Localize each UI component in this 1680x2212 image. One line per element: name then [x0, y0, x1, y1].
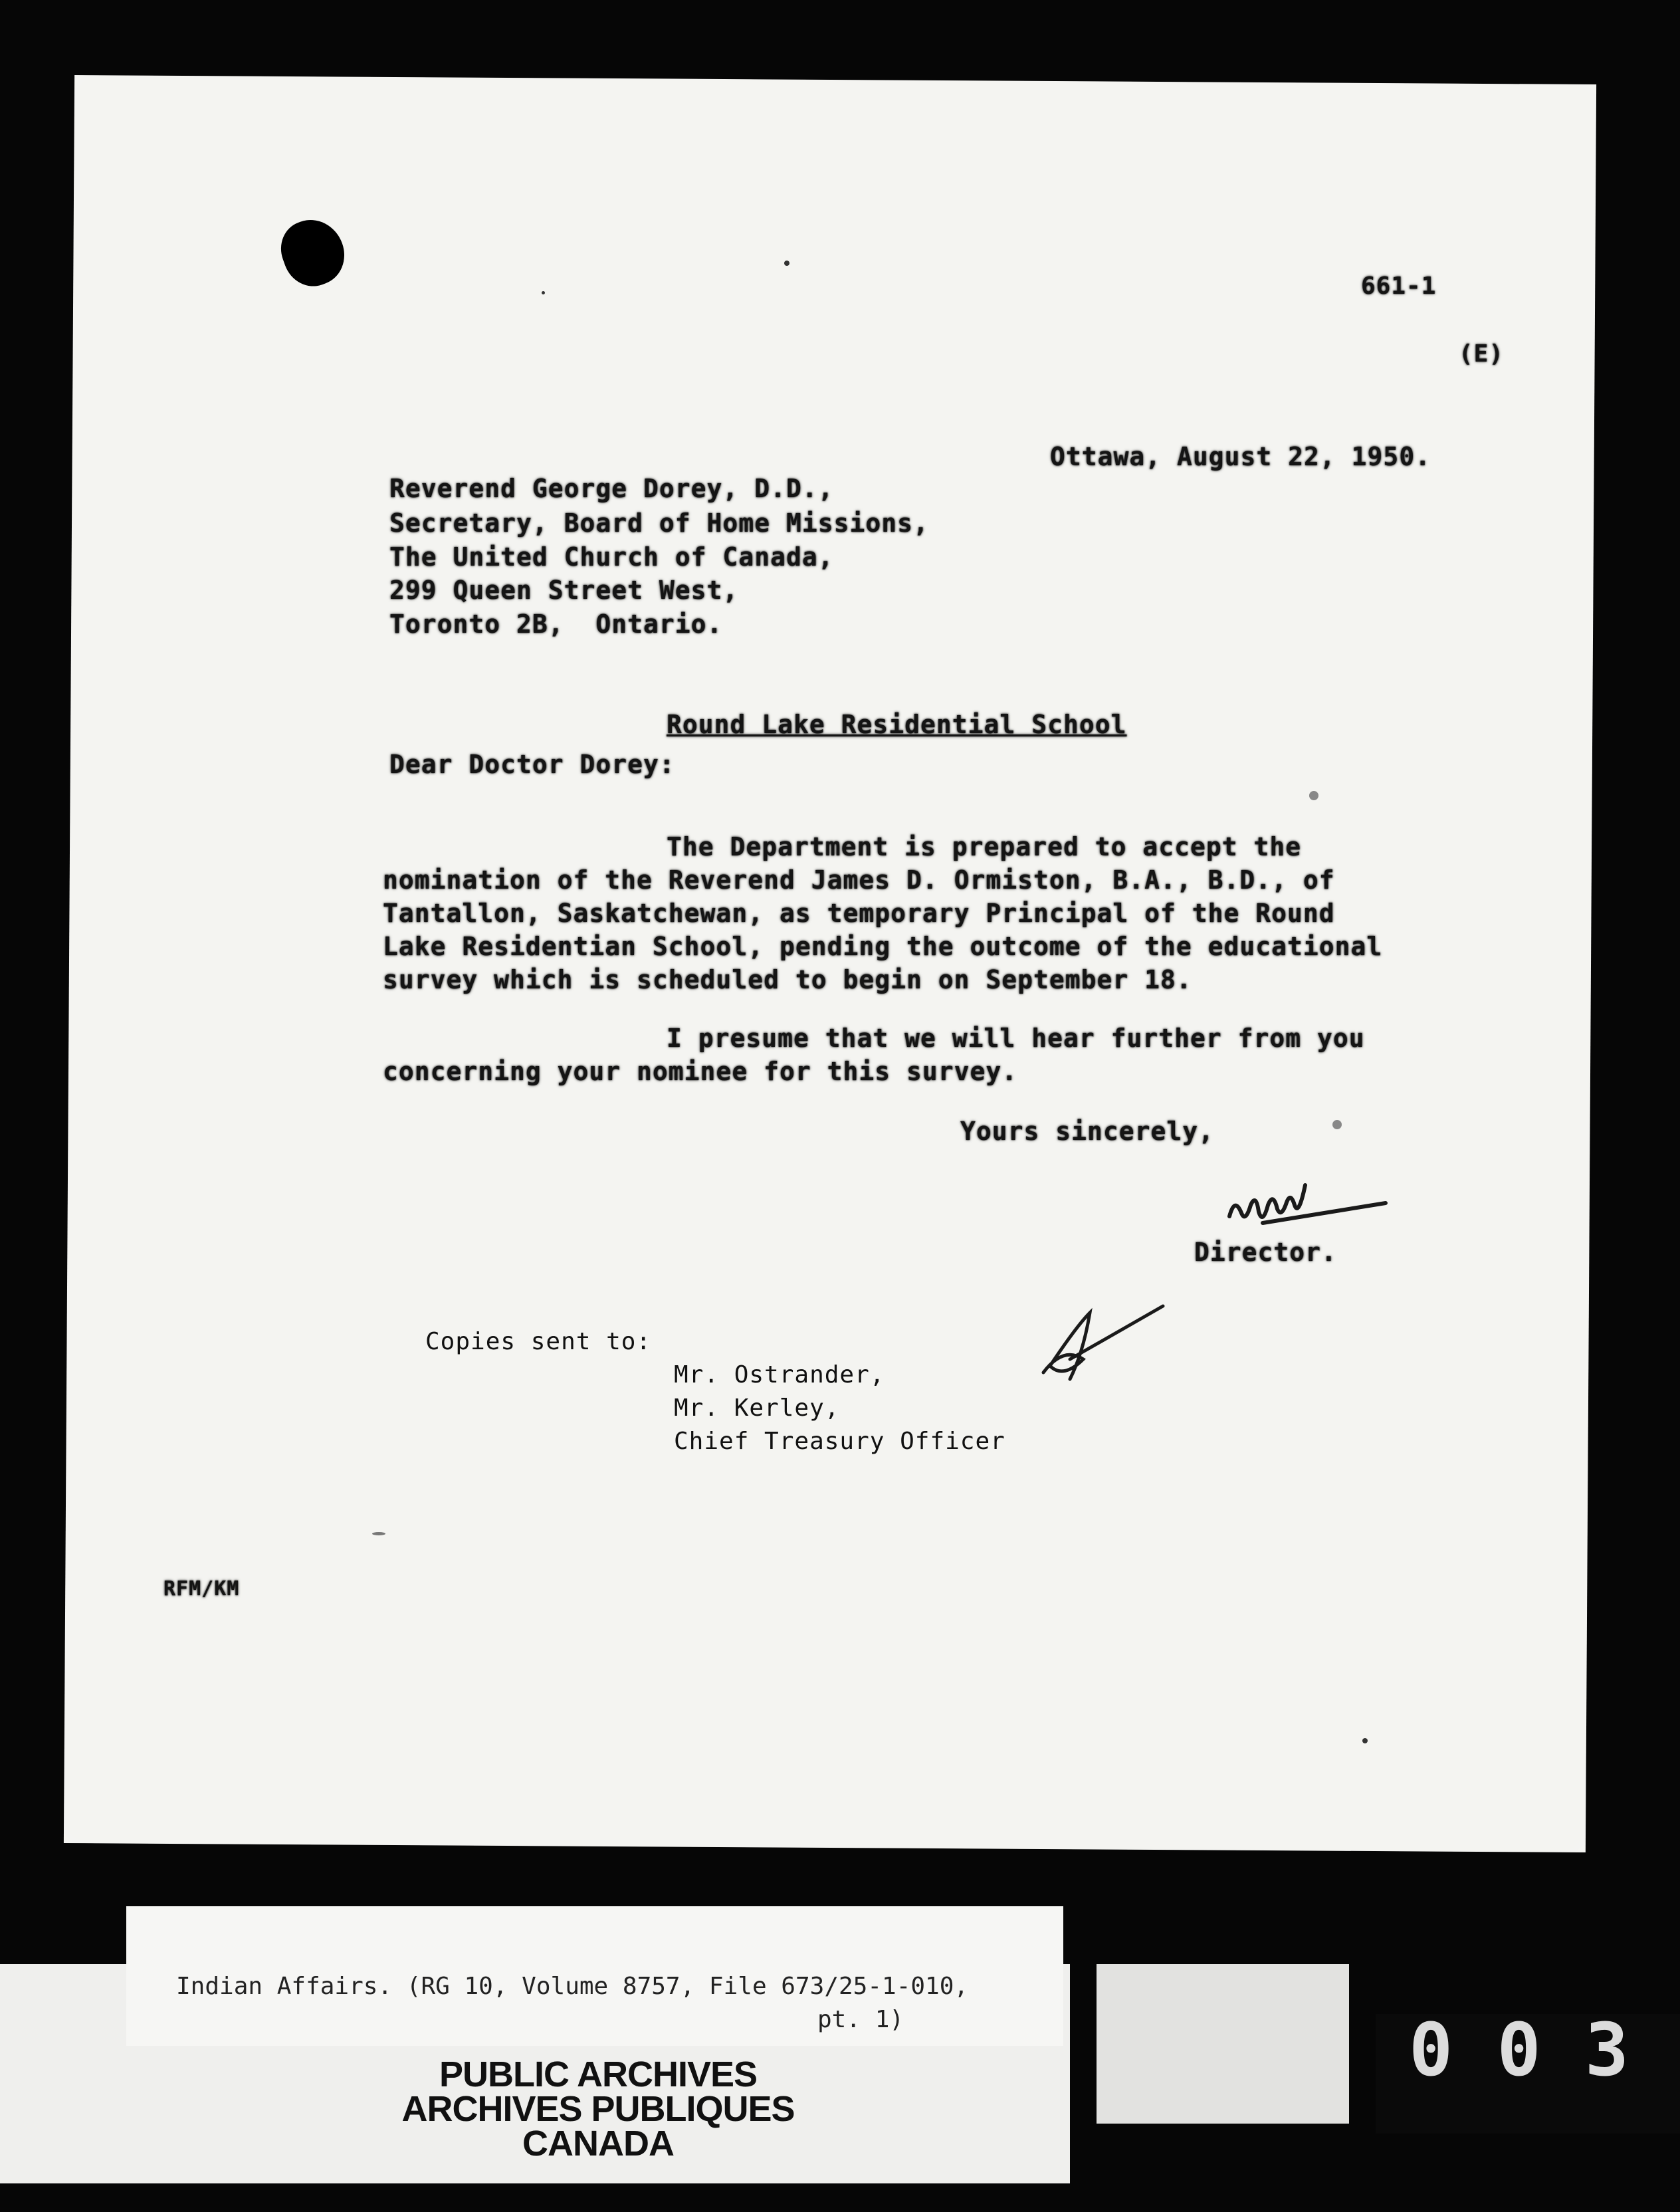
copies-label: Copies sent to: [425, 1328, 652, 1355]
recipient-line: Toronto 2B, Ontario. [389, 609, 723, 639]
recipient-line: Reverend George Dorey, D.D., [389, 474, 834, 503]
handwritten-initial [1030, 1299, 1176, 1392]
salutation: Dear Doctor Dorey: [389, 750, 675, 779]
stamp-line: CANADA [522, 2124, 674, 2163]
archive-caption-line: Indian Affairs. (RG 10, Volume 8757, File 673/25-1-010, [176, 1973, 969, 2000]
frame-number: 0 0 3 [1409, 2007, 1629, 2092]
archive-caption-line: pt. 1) [817, 2006, 904, 2033]
body-line: nomination of the Reverend James D. Ormiston, B.A., B.D., of [383, 865, 1335, 895]
recipient-line: The United Church of Canada, [389, 542, 834, 572]
body-line: I presume that we will hear further from you [667, 1024, 1365, 1053]
speck [1309, 791, 1318, 800]
body-line: Lake Residentian School, pending the outcome of the educational [383, 932, 1383, 961]
copies-recipient: Mr. Ostrander, [674, 1361, 885, 1388]
copy-mark: (E) [1459, 340, 1505, 368]
stamp-line: PUBLIC ARCHIVES [439, 2054, 758, 2094]
recipient-line: Secretary, Board of Home Missions, [389, 508, 929, 538]
letter-page [64, 75, 1596, 1852]
speck [542, 291, 545, 294]
body-line: The Department is prepared to accept the [667, 832, 1302, 861]
reference-initials: RFM/KM [163, 1577, 240, 1601]
body-line: Tantallon, Saskatchewan, as temporary Principal of the Round [383, 899, 1335, 928]
file-number: 661-1 [1361, 273, 1437, 300]
copies-recipient: Chief Treasury Officer [674, 1428, 1005, 1455]
speck [372, 1532, 385, 1535]
caption-card-side [1097, 1964, 1349, 2124]
speck [1362, 1738, 1368, 1743]
speck [784, 261, 789, 266]
signer-title: Director. [1194, 1238, 1337, 1267]
recipient-line: 299 Queen Street West, [389, 576, 739, 605]
body-line: concerning your nominee for this survey. [383, 1057, 1018, 1086]
date-line: Ottawa, August 22, 1950. [1050, 442, 1431, 471]
body-line: survey which is scheduled to begin on September 18. [383, 965, 1192, 994]
speck [1332, 1120, 1342, 1129]
subject-line: Round Lake Residential School [667, 710, 1127, 739]
archives-stamp [346, 2054, 851, 2163]
closing: Yours sincerely, [960, 1117, 1215, 1146]
director-signature [1223, 1176, 1396, 1243]
copies-recipient: Mr. Kerley, [674, 1394, 840, 1422]
stamp-line: ARCHIVES PUBLIQUES [401, 2089, 795, 2129]
